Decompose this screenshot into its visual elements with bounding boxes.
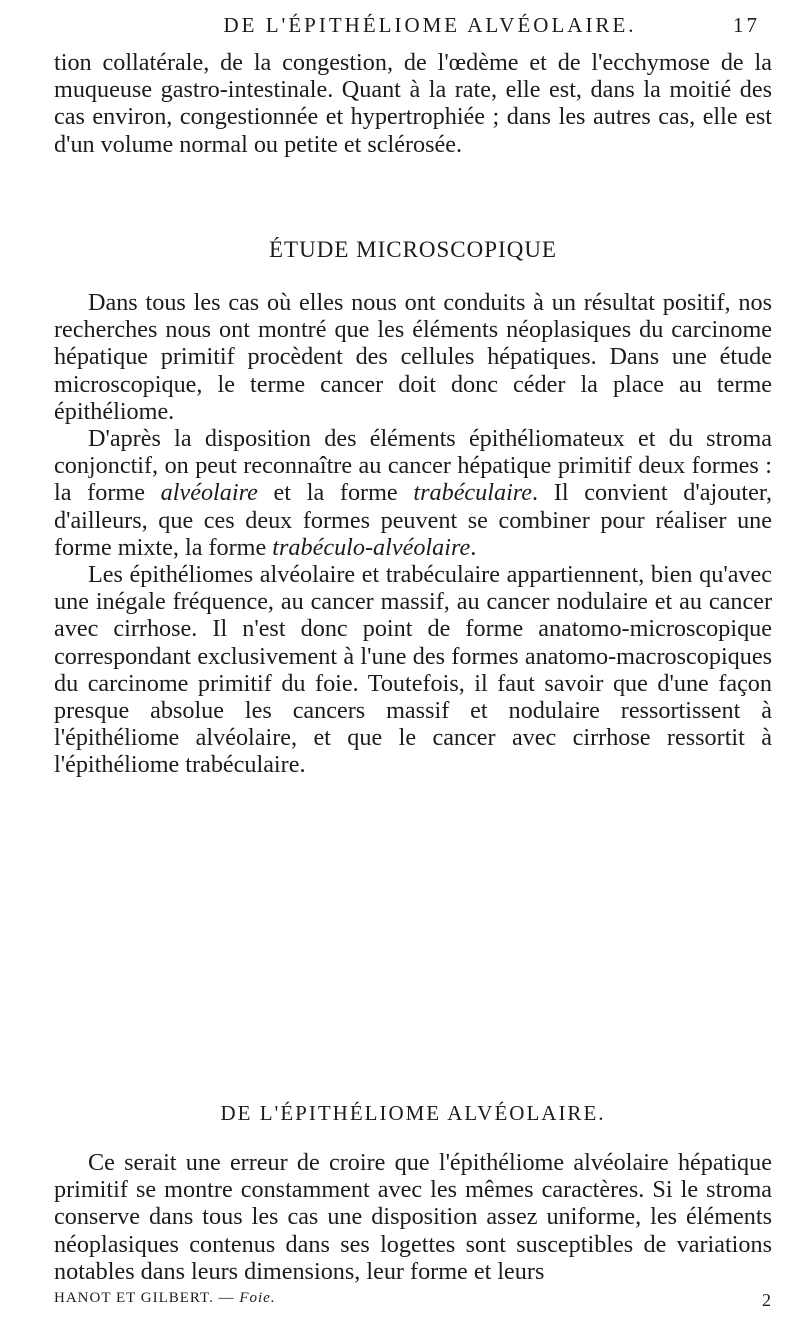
footer-authors-line xyxy=(54,1290,276,1307)
alveolar-body xyxy=(54,1149,772,1285)
microscopic-paragraph-1: Dans tous les cas où elles nous ont conduits à un résultat positif, nos recherches nous ont montré que les éléments néoplasiques du carcinome hépatique primitif procèdent des cellules hépatiques. Dans une étude microscopique, le terme cancer doit donc céder la place au terme épithéliome. xyxy=(54,289,772,425)
page-number: 17 xyxy=(733,13,760,37)
intro-paragraph-block xyxy=(54,49,772,158)
p2-text-1: D'après la disposition des éléments épithéliomateux et du stroma conjonctif, on peut reconnaître au cancer hépatique primitif deux formes : la forme xyxy=(54,425,772,507)
footer-authors: HANOT ET GILBERT. xyxy=(54,1290,214,1306)
running-head-title: DE L'ÉPITHÉLIOME ALVÉOLAIRE. xyxy=(223,13,637,37)
section-heading-alveolar: DE L'ÉPITHÉLIOME ALVÉOLAIRE. xyxy=(220,1101,606,1125)
microscopic-paragraph-3: Les épithéliomes alvéolaire et trabéculaire appartiennent, bien qu'avec une inégale fréquence, au cancer massif, au cancer nodulaire et au cancer avec cirrhose. Il n'est donc point de forme anatomo-microscopique correspondant exclusivement à l'une des formes anatomo-macroscopiques du carcinome primitif du foie. Toutefois, il faut savoir que d'une façon presque absolue les cancers massif et nodulaire ressortissent à l'épithéliome alvéolaire, et que le cancer avec cirrhose ressortit à l'épithéliome trabéculaire. xyxy=(54,561,772,779)
signature-mark: 2 xyxy=(762,1290,772,1310)
microscopic-paragraph-2 xyxy=(54,425,772,561)
section-heading-microscopic: ÉTUDE MICROSCOPIQUE xyxy=(269,237,557,262)
p2-text-4: . xyxy=(470,533,477,561)
term-trabeculo-alveolaire: trabéculo-alvéolaire xyxy=(272,533,471,561)
microscopic-body xyxy=(54,289,772,779)
running-head xyxy=(100,13,760,39)
footer-separator: — xyxy=(213,1290,240,1306)
p2-text-3: . Il convient d'ajouter, d'ailleurs, que ces deux formes peuvent se combiner pour réaliser une forme mixte, la forme xyxy=(54,479,772,561)
footer-work: Foie. xyxy=(239,1290,276,1306)
term-alveolaire: alvéolaire xyxy=(160,479,258,507)
page-footer xyxy=(54,1290,772,1312)
term-trabeculaire: trabéculaire xyxy=(413,479,533,507)
alveolar-paragraph-1: Ce serait une erreur de croire que l'épithéliome alvéolaire hépatique primitif se montre constamment avec les mêmes caractères. Si le stroma conserve dans tous les cas une disposition assez uniforme, les éléments néoplasiques contenus dans ses logettes sont susceptibles de variations notables dans leurs dimensions, leur forme et leurs xyxy=(54,1149,772,1285)
p2-text-2: et la forme xyxy=(257,479,414,507)
intro-paragraph: tion collatérale, de la congestion, de l'œdème et de l'ecchymose de la muqueuse gastro-intestinale. Quant à la rate, elle est, dans la moitié des cas environ, congestionnée et hypertrophiée ; dans les autres cas, elle est d'un volume normal ou petite et sclérosée. xyxy=(54,49,772,158)
